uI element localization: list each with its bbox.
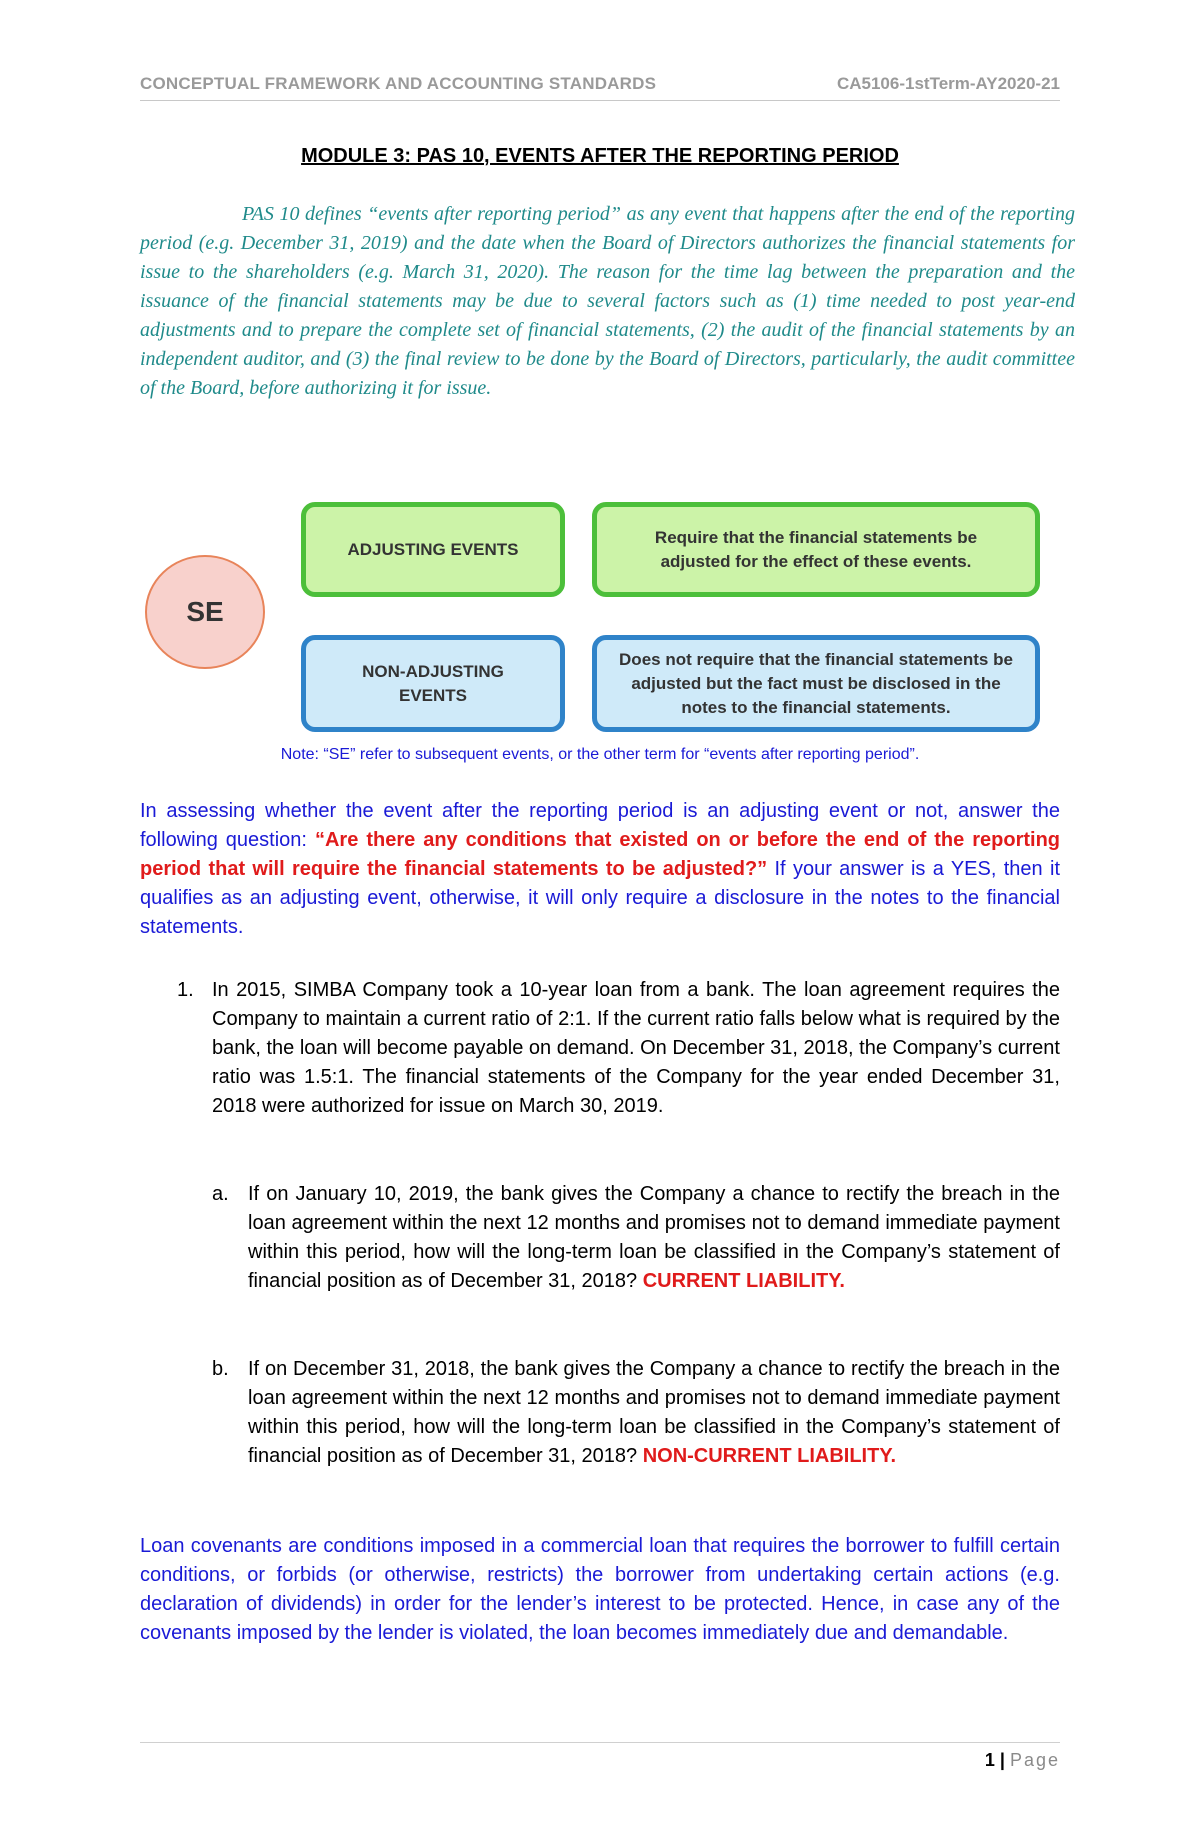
intro-text: PAS 10 defines “events after reporting period” as any event that happens after the end of the reporting period (e.g. December 31, 2019) and the date when the Board of Directors authorizes the financial statements for issue to the shareholders (e.g. March 31, 2020). The reason for the time lag between the preparation and the issuance of the financial statements may be due to several factors such as (1) time needed to post year-end adjustments and to prepare the complete set of financial statements, (2) the audit of the financial statements by an independent auditor, and (3) the final review to be done by the Board of Directors, particularly, the audit committee of the Board, before authorizing it for issue. xyxy=(140,203,1075,399)
sub-letter: b. xyxy=(212,1358,229,1380)
list-number: 1. xyxy=(177,979,194,1001)
assessment-paragraph xyxy=(140,797,1060,942)
list-item-text: In 2015, SIMBA Company took a 10-year loan from a bank. The loan agreement requires the Company to maintain a current ratio of 2:1. If the current ratio falls below what is required by the bank, the loan will become payable on demand. On December 31, 2018, the Company’s current ratio was 1.5:1. The financial statements of the Company for the year ended December 31, 2018 were authorized for issue on March 30, 2019. xyxy=(212,979,1060,1117)
loan-covenants-paragraph: Loan covenants are conditions imposed in a commercial loan that requires the borrower to fulfill certain conditions, or forbids (or otherwise, restricts) the borrower from undertaking certain actions (e.g. declaration of dividends) in order for the lender’s interest to be protected. Hence, in case any of the covenants imposed by the lender is violated, the loan becomes immediately due and demandable. xyxy=(140,1535,1060,1644)
sub-item-text: If on January 10, 2019, the bank gives the Company a chance to rectify the breach in the loan agreement within the next 12 months and promises not to demand immediate payment within this period, how will the long-term loan be classified in the Company’s statement of financial position as of December 31, 2018? xyxy=(248,1183,1060,1292)
non-adjusting-desc-text: Does not require that the financial statements be adjusted but the fact must be disclosed in the notes to the financial statements. xyxy=(619,649,1013,717)
sub-item-body xyxy=(248,1180,1060,1296)
adjusting-events-box xyxy=(301,502,565,597)
page-word: Page xyxy=(1009,1750,1060,1770)
course-code: CA5106-1stTerm-AY2020-21 xyxy=(836,74,1060,93)
page-number: 1 xyxy=(984,1750,995,1770)
sub-item-text: If on December 31, 2018, the bank gives the Company a chance to rectify the breach in the loan agreement within the next 12 months and promises not to demand immediate payment within this period, how will the long-term loan be classified in the Company’s statement of financial position as of December 31, 2018? xyxy=(248,1358,1060,1467)
non-adjusting-events-label: NON-ADJUSTING EVENTS xyxy=(362,661,504,705)
module-title: MODULE 3: PAS 10, EVENTS AFTER THE REPORTING PERIOD xyxy=(301,145,899,167)
non-adjusting-events-box xyxy=(301,635,565,732)
answer-non-current-liability: NON-CURRENT LIABILITY. xyxy=(642,1445,897,1467)
sub-item-body xyxy=(248,1355,1060,1471)
se-diagram xyxy=(140,495,1060,735)
adjusting-events-description xyxy=(592,502,1040,597)
page-header xyxy=(140,70,1060,101)
assessment-lead: In assessing whether the event after the reporting period is an adjusting event or not, answer the following question: xyxy=(140,800,1060,851)
intro-paragraph xyxy=(140,200,1075,403)
adjusting-desc-text: Require that the financial statements be adjusted for the effect of these events. xyxy=(654,527,978,571)
footer-separator: | xyxy=(994,1750,1010,1770)
footer-divider xyxy=(140,1742,1060,1743)
course-title: CONCEPTUAL FRAMEWORK AND ACCOUNTING STANDARDS xyxy=(140,74,657,93)
answer-current-liability: CURRENT LIABILITY. xyxy=(642,1270,845,1292)
se-circle: SE xyxy=(145,555,265,669)
sub-letter: a. xyxy=(212,1183,229,1205)
adjusting-events-label: ADJUSTING EVENTS xyxy=(347,539,519,559)
diagram-note: Note: “SE” refer to subsequent events, or the other term for “events after reporting period”. xyxy=(280,746,920,763)
page-footer xyxy=(140,1750,1060,1771)
assessment-question: “Are there any conditions that existed on or before the end of the reporting period that will require the financial statements to be adjusted?” xyxy=(140,829,1060,880)
non-adjusting-events-description xyxy=(592,635,1040,732)
assessment-tail: If your answer is a YES, then it qualifies as an adjusting event, otherwise, it will only require a disclosure in the notes to the financial statements. xyxy=(140,858,1061,938)
